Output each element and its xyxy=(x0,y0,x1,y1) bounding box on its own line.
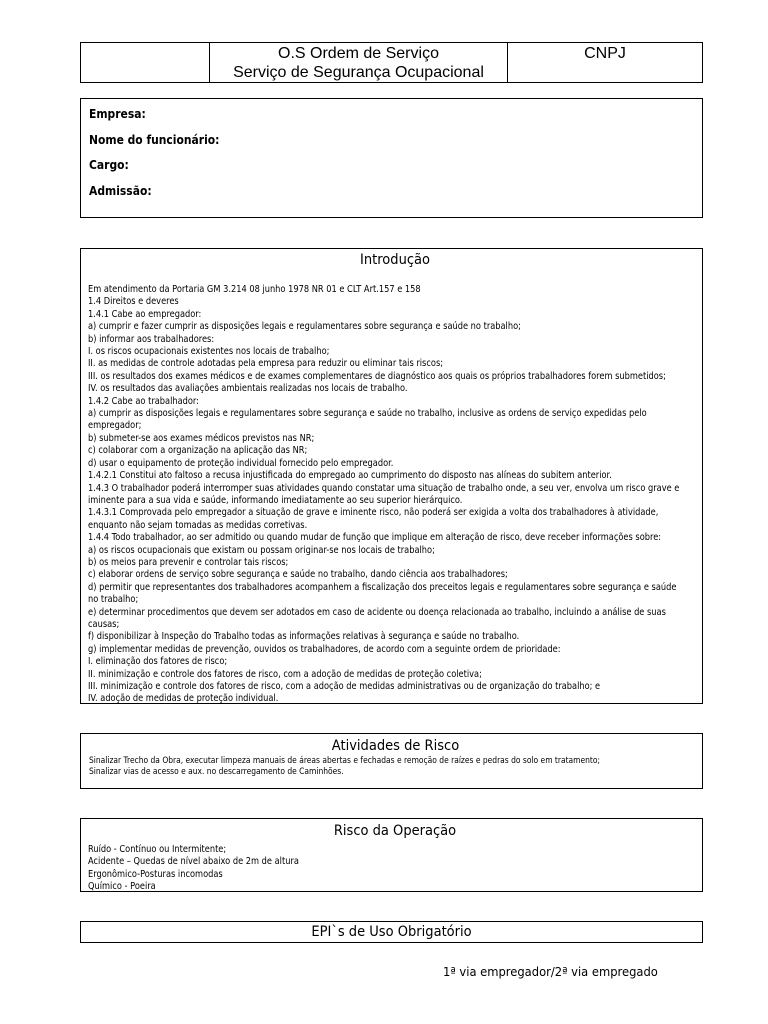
header-title-cell xyxy=(210,43,508,82)
footer-note: 1ª via empregador/2ª via empregado xyxy=(443,964,658,979)
cargo-label: Cargo: xyxy=(89,157,129,172)
header-logo-cell xyxy=(81,43,210,82)
introducao-paragraph-line: no trabalho; xyxy=(88,594,139,606)
introducao-paragraph-line: 1.4.2 Cabe ao trabalhador: xyxy=(88,395,199,407)
introducao-title: Introdução xyxy=(359,252,431,268)
header-title-line1: O.S Ordem de Serviço xyxy=(278,45,439,62)
atividades-body xyxy=(89,755,702,778)
introducao-paragraph-line: e) determinar procedimentos que devem ser adotados em caso de acidente ou doença relacionada ao trabalho, incluindo a análise de suas xyxy=(88,606,666,618)
introducao-body xyxy=(88,284,702,706)
introducao-paragraph-line: 1.4.4 Todo trabalhador, ao ser admitido ou quando mudar de função que implique em alteração de risco, deve receber informações sobre: xyxy=(88,532,662,544)
introducao-paragraph-line: d) permitir que representantes dos trabalhadores acompanhem a fiscalização dos preceitos legais e regulamentares sobre segurança e saúde xyxy=(88,581,677,593)
introducao-paragraph-line: I. os riscos ocupacionais existentes nos locais de trabalho; xyxy=(88,346,330,358)
introducao-paragraph-line: iminente para a sua vida e saúde, informando imediatamente ao seu superior hierárquico. xyxy=(88,494,463,506)
epi-section xyxy=(80,921,703,943)
funcionario-label: Nome do funcionário: xyxy=(89,131,220,147)
risco-line: Químico - Poeira xyxy=(88,881,156,893)
atividades-line: Sinalizar vias de acesso e aux. no descarregamento de Caminhões. xyxy=(89,766,344,777)
introducao-paragraph-line: IV. os resultados das avaliações ambientais realizadas nos locais de trabalho. xyxy=(88,383,408,395)
introducao-paragraph-line: II. as medidas de controle adotadas pela empresa para reduzir ou eliminar tais riscos; xyxy=(88,358,444,370)
introducao-paragraph-line: 1.4.3.1 Comprovada pelo empregador a situação de grave e iminente risco, não poderá ser exigida a volta dos trabalhadores à atividade, xyxy=(88,507,659,519)
atividades-line: Sinalizar Trecho da Obra, executar limpeza manuais de áreas abertas e fechadas e remoção de raízes e pedras do solo em tratamento; xyxy=(89,755,601,765)
introducao-paragraph-line: g) implementar medidas de prevenção, ouvidos os trabalhadores, de acordo com a seguinte ordem de prioridade: xyxy=(88,643,561,655)
risco-line: Ruído - Contínuo ou Intermitente; xyxy=(88,844,227,855)
introducao-paragraph-line: II. minimização e controle dos fatores de risco, com a adoção de medidas de proteção coletiva; xyxy=(88,668,482,680)
introducao-paragraph-line: b) informar aos trabalhadores: xyxy=(88,333,215,345)
header-table xyxy=(80,42,703,83)
admissao-label: Admissão: xyxy=(89,182,152,198)
risco-operacao-section xyxy=(80,818,703,892)
risco-operacao-title: Risco da Operação xyxy=(333,823,457,839)
introducao-paragraph-line: d) usar o equipamento de proteção individual fornecido pelo empregador. xyxy=(88,457,394,469)
introducao-paragraph-line: a) cumprir as disposições legais e regulamentares sobre segurança e saúde no trabalho, inclusive as ordens de serviço expedidas pelo xyxy=(88,408,647,420)
introducao-paragraph-line: f) disponibilizar à Inspeção do Trabalho todas as informações relativas à segurança e saúde no trabalho. xyxy=(88,631,520,643)
introducao-paragraph-line: c) colaborar com a organização na aplicação das NR; xyxy=(88,445,308,457)
introducao-paragraph-line: III. os resultados dos exames médicos e de exames complementares de diagnóstico aos quais os próprios trabalhadores forem submetidos; xyxy=(88,370,666,382)
introducao-paragraph-line: c) elaborar ordens de serviço sobre segurança e saúde no trabalho, dando ciência aos trabalhadores; xyxy=(88,569,508,581)
atividades-section xyxy=(80,733,703,789)
introducao-paragraph-line: Em atendimento da Portaria GM 3.214 08 junho 1978 NR 01 e CLT Art.157 e 158 xyxy=(88,284,421,295)
introducao-paragraph-line: a) cumprir e fazer cumprir as disposições legais e regulamentares sobre segurança e saúde no trabalho; xyxy=(88,321,521,333)
introducao-paragraph-line: a) os riscos ocupacionais que existam ou possam originar-se nos locais de trabalho; xyxy=(88,544,435,556)
introducao-paragraph-line: empregador; xyxy=(88,420,142,432)
introducao-paragraph-line: b) os meios para prevenir e controlar tais riscos; xyxy=(88,556,289,568)
introducao-paragraph-line: b) submeter-se aos exames médicos previstos nas NR; xyxy=(88,432,315,444)
epi-title: EPI`s de Uso Obrigatório xyxy=(311,924,472,940)
introducao-paragraph-line: 1.4.2.1 Constitui ato faltoso a recusa injustificada do empregado ao cumprimento do disposto nas alíneas do subitem anterior. xyxy=(88,470,612,482)
introducao-paragraph-line: IV. adoção de medidas de proteção individual. xyxy=(88,693,279,705)
risco-line: Acidente – Quedas de nível abaixo de 2m de altura xyxy=(88,856,299,868)
introducao-paragraph-line: enquanto não sejam tomadas as medidas corretivas. xyxy=(88,519,308,531)
introducao-paragraph-line: 1.4.1 Cabe ao empregador: xyxy=(88,308,202,320)
introducao-paragraph-line: III. minimização e controle dos fatores de risco, com a adoção de medidas administrativas ou de organização do trabalho; e xyxy=(88,681,601,692)
employee-info-section xyxy=(80,98,703,218)
risco-line: Ergonômico-Posturas incomodas xyxy=(88,868,223,880)
introducao-paragraph-line: causas; xyxy=(88,618,120,630)
empresa-label: Empresa: xyxy=(89,106,146,121)
cnpj-label: CNPJ xyxy=(584,45,626,62)
introducao-paragraph-line: I. eliminação dos fatores de risco; xyxy=(88,656,228,668)
introducao-paragraph-line: 1.4 Direitos e deveres xyxy=(88,296,179,308)
introducao-paragraph-line: 1.4.3 O trabalhador poderá interromper suas atividades quando constatar uma situação de trabalho onde, a seu ver, envolva um risco grave e xyxy=(88,482,680,494)
atividades-title: Atividades de Risco xyxy=(331,738,460,754)
header-title-line2: Serviço de Segurança Ocupacional xyxy=(233,64,484,81)
risco-operacao-body xyxy=(88,844,702,894)
header-cnpj-cell xyxy=(508,43,702,82)
introducao-section xyxy=(80,248,703,704)
